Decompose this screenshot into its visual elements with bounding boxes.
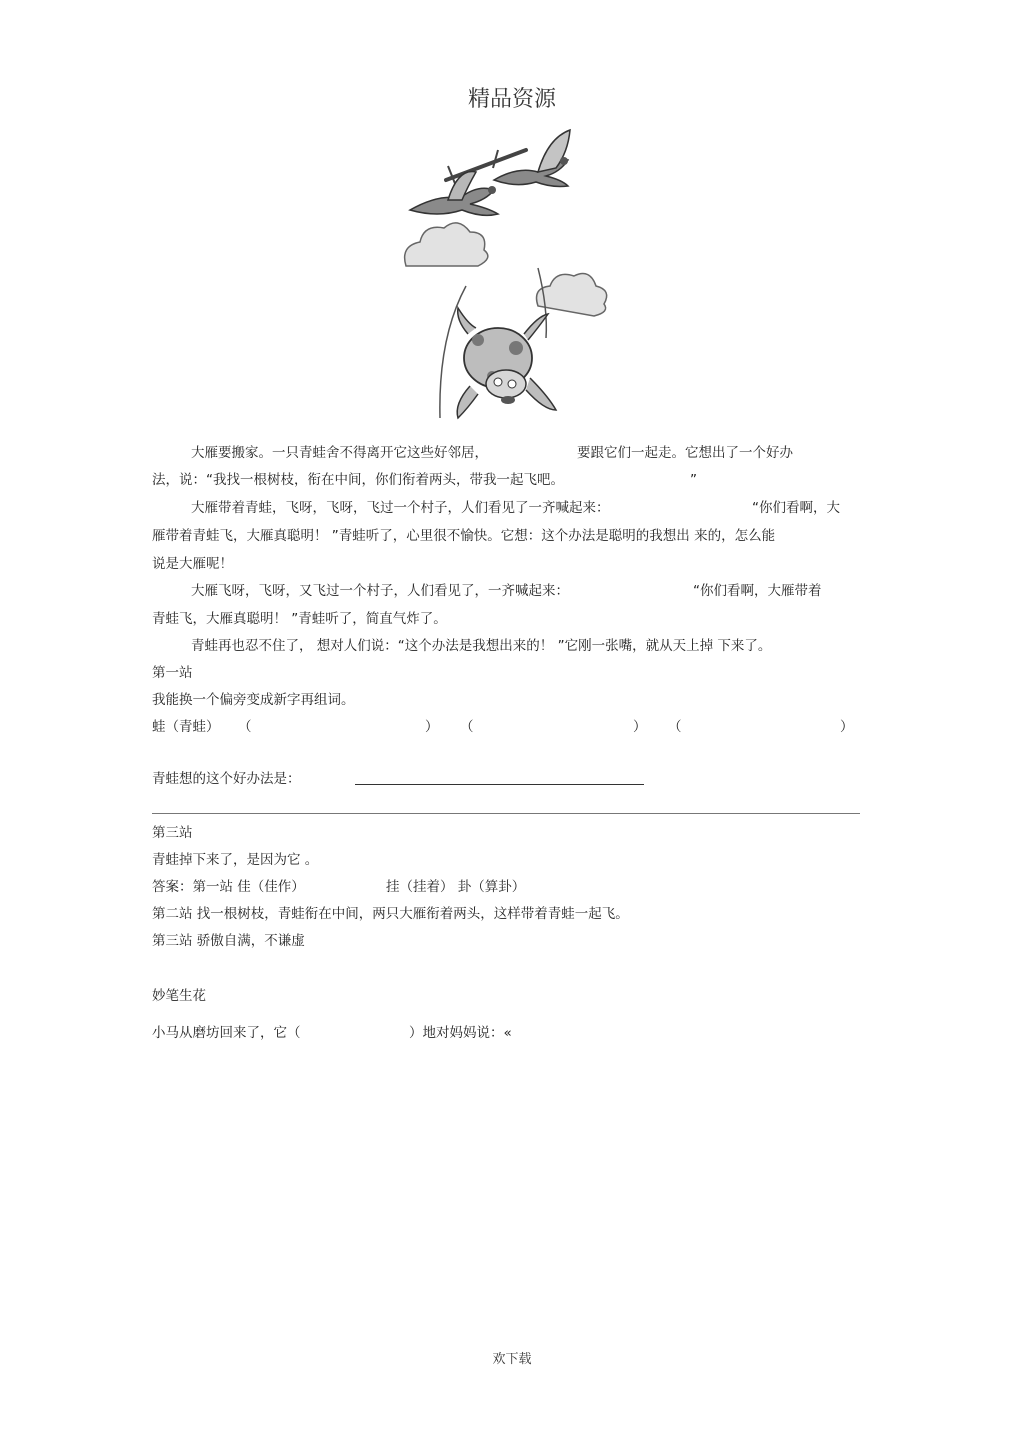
story-p1-part2: 要跟它们一起走。它想出了一个好办 — [577, 445, 793, 461]
section-divider — [152, 813, 860, 814]
answer-blank-2-close: ） — [633, 719, 647, 735]
writing-heading: 妙笔生花 — [152, 988, 206, 1004]
cloud-left — [405, 223, 488, 266]
story-p1-part3: 法，说：“我找一根树枝，衔在中间，你们衔着两头，带我一起飞吧。 — [152, 472, 564, 488]
cloud-right — [537, 274, 607, 316]
station3-heading: 第三站 — [152, 825, 193, 841]
station1-heading: 第一站 — [152, 665, 193, 681]
writing-prompt-part2: ）地对妈妈说：« — [409, 1025, 512, 1041]
page-title: 精品资源 — [467, 87, 556, 112]
answer-line-2: 第二站 找一根树枝，青蛙衔在中间，两只大雁衔着两头，这样带着青蛙一起飞。 — [152, 906, 629, 922]
story-p2-part3: 雁带着青蛙飞，大雁真聪明！ ”青蛙听了，心里很不愉快。它想：这个办法是聪明的我想出 来的，怎么能 — [152, 528, 776, 544]
answer-line-3: 第三站 骄傲自满，不谦虚 — [152, 933, 305, 949]
answer-blank-1-close: ） — [425, 719, 439, 735]
answer-blank-3-close: ） — [840, 719, 854, 735]
story-p1-part1: 大雁要搬家。一只青蛙舍不得离开它这些好邻居， — [191, 445, 488, 461]
story-p1-quote-close: ” — [690, 472, 697, 488]
story-p3-part3: 青蛙飞，大雁真聪明！ ”青蛙听了，简直气炸了。 — [152, 611, 447, 627]
page-footer: 欢下载 — [492, 1352, 532, 1367]
station2-answer-line[interactable] — [355, 784, 644, 785]
story-p3-part1: 大雁飞呀，飞呀，又飞过一个村子，人们看见了，一齐喊起来： — [191, 583, 569, 599]
answer-line-1-part1: 答案：第一站 佳（佳作） — [152, 879, 305, 895]
story-p2-part2: “你们看啊，大 — [752, 500, 840, 516]
frog — [457, 308, 556, 418]
answer-line-1-part2: 挂（挂着） 卦（算卦） — [386, 879, 526, 895]
story-p2-part1: 大雁带着青蛙，飞呀，飞呀，飞过一个村子，人们看见了一齐喊起来： — [191, 500, 610, 516]
answer-blank-1-open: （ — [238, 719, 252, 735]
station2-question: 青蛙想的这个好办法是： — [152, 771, 301, 787]
story-p3-part2: “你们看啊，大雁带着 — [693, 583, 822, 599]
station1-instruction: 我能换一个偏旁变成新字再组词。 — [152, 692, 355, 708]
story-p4: 青蛙再也忍不住了， 想对人们说：“这个办法是我想出来的！ ”它刚一张嘴，就从天上掉 下来了。 — [191, 638, 772, 654]
story-p2-part4: 说是大雁呢！ — [152, 556, 233, 572]
station1-example: 蛙（青蛙） — [152, 719, 220, 735]
answer-blank-3-open: （ — [668, 719, 682, 735]
answer-blank-2-open: （ — [460, 719, 474, 735]
station3-question: 青蛙掉下来了，是因为它 。 — [152, 852, 319, 868]
geese-frog-illustration — [398, 128, 628, 428]
writing-prompt-part1: 小马从磨坊回来了，它（ — [152, 1025, 301, 1041]
